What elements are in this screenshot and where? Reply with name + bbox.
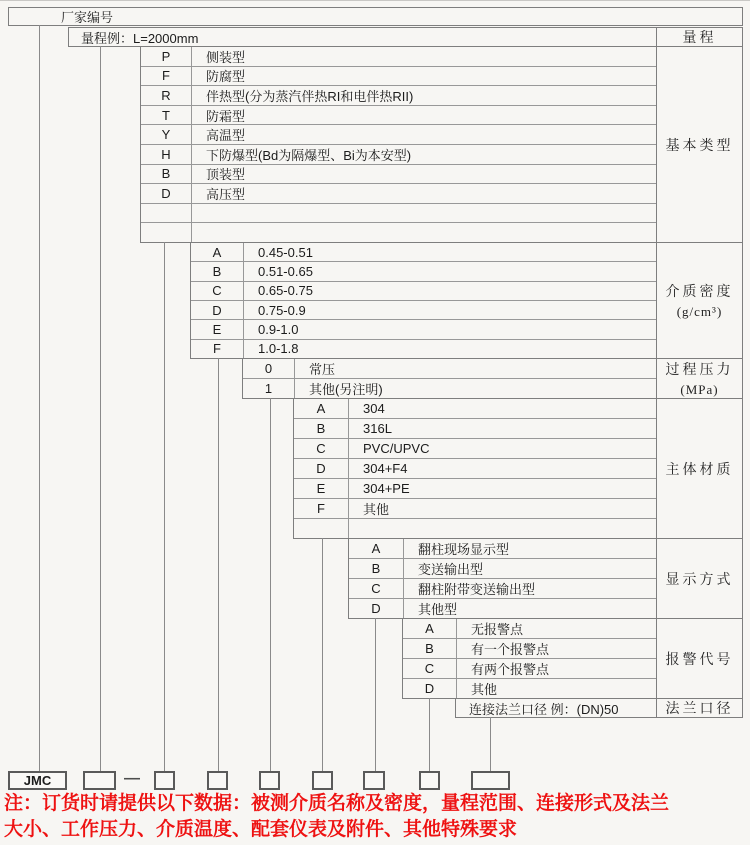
- table-row: [191, 319, 656, 338]
- code-cell: H: [141, 145, 192, 164]
- code-cell: C: [294, 439, 349, 458]
- table-row: [141, 183, 656, 203]
- desc-cell: 316L: [363, 421, 392, 436]
- code-cell: D: [349, 599, 404, 618]
- connector-line: [490, 717, 491, 771]
- code-cell: C: [403, 659, 457, 678]
- section-label-display-mode: 显示方式: [656, 539, 742, 618]
- table-row: [141, 105, 656, 125]
- code-cell: T: [141, 106, 192, 125]
- code-cell: B: [294, 419, 349, 438]
- table-row: [141, 124, 656, 144]
- model-blank-box-density: [207, 771, 228, 790]
- table-row: [294, 478, 656, 498]
- desc-cell: [192, 204, 656, 223]
- connector-line: [375, 618, 376, 771]
- section-label-alarm-code: 报警代号: [656, 619, 742, 698]
- connector-line: [322, 538, 323, 771]
- desc-cell: 下防爆型(Bd为隔爆型、Bi为本安型): [206, 147, 412, 163]
- desc-cell: 高压型: [206, 186, 246, 202]
- table-row: [191, 339, 656, 358]
- code-cell: [294, 519, 349, 538]
- range-example-text: 量程例：L=2000mm: [81, 30, 199, 46]
- desc-cell: 304: [363, 401, 385, 416]
- desc-cell: 有两个报警点: [471, 662, 550, 677]
- order-note: [4, 791, 748, 843]
- model-blank-box-basic-type: [154, 771, 175, 790]
- model-blank-box-material: [312, 771, 333, 790]
- table-row: [191, 300, 656, 319]
- desc-cell: 0.45-0.51: [258, 244, 313, 260]
- desc-cell: 翻柱现场显示型: [418, 542, 510, 557]
- code-cell: D: [191, 301, 244, 319]
- desc-cell: 顶装型: [206, 167, 246, 183]
- model-prefix-box: JMC: [8, 771, 67, 790]
- code-cell: A: [294, 399, 349, 418]
- table-row: [403, 638, 656, 658]
- desc-cell: 侧装型: [206, 49, 246, 65]
- model-blank-box-display: [363, 771, 385, 790]
- section-label-medium-density: 介质密度 (g/cm³): [656, 243, 742, 358]
- desc-cell: 防腐型: [206, 69, 246, 85]
- order-note-line-2: 大小、工作压力、介质温度、配套仪表及附件、其他特殊要求: [4, 819, 518, 840]
- code-cell: E: [191, 320, 244, 338]
- code-cell: D: [294, 459, 349, 478]
- code-cell: A: [403, 619, 457, 638]
- table-row: [403, 619, 656, 638]
- connector-line: [164, 242, 165, 771]
- table-row: [191, 261, 656, 280]
- table-row: [141, 144, 656, 164]
- code-cell: A: [191, 243, 244, 261]
- table-row: [403, 678, 656, 698]
- table-row: [141, 203, 656, 223]
- table-row: [243, 378, 656, 398]
- model-blank-box-flange: [471, 771, 510, 790]
- desc-cell: 其他: [363, 502, 390, 517]
- table-row: [349, 598, 656, 618]
- code-cell: A: [349, 539, 404, 558]
- desc-cell: 常压: [309, 362, 336, 377]
- code-cell: Y: [141, 125, 192, 144]
- range-row: [68, 27, 743, 47]
- model-blank-box-alarm: [419, 771, 440, 790]
- table-row: [349, 539, 656, 558]
- code-cell: F: [294, 499, 349, 518]
- desc-cell: 其他: [471, 682, 498, 697]
- desc-cell: 无报警点: [471, 622, 524, 637]
- code-cell: C: [349, 579, 404, 598]
- display-mode-table: [348, 538, 743, 619]
- page-top-rule: [0, 0, 750, 1]
- section-label-process-pressure: 过程压力 (MPa): [656, 359, 742, 398]
- desc-cell: PVC/UPVC: [363, 441, 430, 456]
- alarm-code-table: [402, 618, 743, 699]
- connector-line: [218, 358, 219, 771]
- table-row: [294, 438, 656, 458]
- table-row: [141, 164, 656, 184]
- table-row: [294, 418, 656, 438]
- connector-line: [39, 25, 40, 771]
- medium-density-table: [190, 242, 743, 359]
- table-row: [349, 578, 656, 598]
- desc-cell: 其他型: [418, 602, 458, 617]
- table-row: [191, 243, 656, 261]
- code-cell: B: [191, 262, 244, 280]
- pressure-unit: (MPa): [680, 382, 719, 397]
- connector-line: [100, 46, 101, 771]
- body-material-table: [293, 398, 743, 539]
- code-cell: [141, 223, 192, 242]
- table-row: [141, 222, 656, 242]
- code-cell: D: [141, 184, 192, 203]
- connector-line: [429, 698, 430, 771]
- code-cell: 0: [243, 359, 295, 378]
- desc-cell: 有一个报警点: [471, 642, 550, 657]
- code-cell: F: [191, 340, 244, 358]
- code-cell: B: [349, 559, 404, 578]
- code-cell: E: [294, 479, 349, 498]
- code-cell: R: [141, 86, 192, 105]
- model-blank-box-pressure: [259, 771, 280, 790]
- table-row: [294, 399, 656, 418]
- desc-cell: 高温型: [206, 128, 246, 144]
- desc-cell: 0.9-1.0: [258, 321, 299, 337]
- flange-desc: 连接法兰口径 例：(DN)50: [469, 701, 619, 717]
- code-cell: F: [141, 67, 192, 86]
- table-row: [141, 85, 656, 105]
- code-cell: B: [141, 165, 192, 184]
- order-note-line-1: 注：订货时请提供以下数据：被测介质名称及密度，量程范围、连接形式及法兰: [4, 793, 670, 814]
- manufacturer-label: 厂家编号: [61, 10, 114, 25]
- manufacturer-row: [8, 7, 743, 26]
- table-row: [243, 359, 656, 378]
- section-label-basic-type: 基本类型: [656, 47, 742, 242]
- model-blank-box-range: [83, 771, 116, 790]
- model-dash: —: [124, 769, 140, 787]
- connector-line: [270, 398, 271, 771]
- desc-cell: 0.75-0.9: [258, 302, 306, 318]
- table-row: [191, 281, 656, 300]
- desc-cell: 0.65-0.75: [258, 283, 313, 299]
- process-pressure-table: [242, 358, 743, 399]
- table-row: [294, 458, 656, 478]
- desc-cell: 其他(另注明): [309, 382, 383, 397]
- code-cell: 1: [243, 379, 295, 398]
- desc-cell: 304+PE: [363, 481, 410, 496]
- desc-cell: 变送输出型: [418, 562, 484, 577]
- table-row: [294, 518, 656, 538]
- table-row: [141, 66, 656, 86]
- desc-cell: 1.0-1.8: [258, 341, 299, 357]
- code-cell: P: [141, 47, 192, 66]
- desc-cell: 304+F4: [363, 461, 408, 476]
- table-row: [349, 558, 656, 578]
- section-label-body-material: 主体材质: [656, 399, 742, 538]
- table-row: [294, 498, 656, 518]
- code-cell: B: [403, 639, 457, 658]
- code-cell: [141, 204, 192, 223]
- desc-cell: 0.51-0.65: [258, 263, 313, 279]
- desc-cell: 翻柱附带变送输出型: [418, 582, 536, 597]
- flange-row: [455, 698, 743, 718]
- desc-cell: 防霜型: [206, 108, 246, 124]
- desc-cell: [349, 519, 656, 538]
- table-row: [141, 47, 656, 66]
- desc-cell: [192, 223, 656, 242]
- code-cell: C: [191, 282, 244, 300]
- code-cell: D: [403, 679, 457, 698]
- density-unit: (g/cm³): [676, 304, 723, 319]
- section-label-range: 量程: [656, 28, 742, 46]
- table-row: [403, 658, 656, 678]
- desc-cell: 伴热型(分为蒸汽伴热RI和电伴热RII): [206, 88, 414, 104]
- section-label-flange: 法兰口径: [656, 699, 742, 717]
- basic-type-table: [140, 46, 743, 243]
